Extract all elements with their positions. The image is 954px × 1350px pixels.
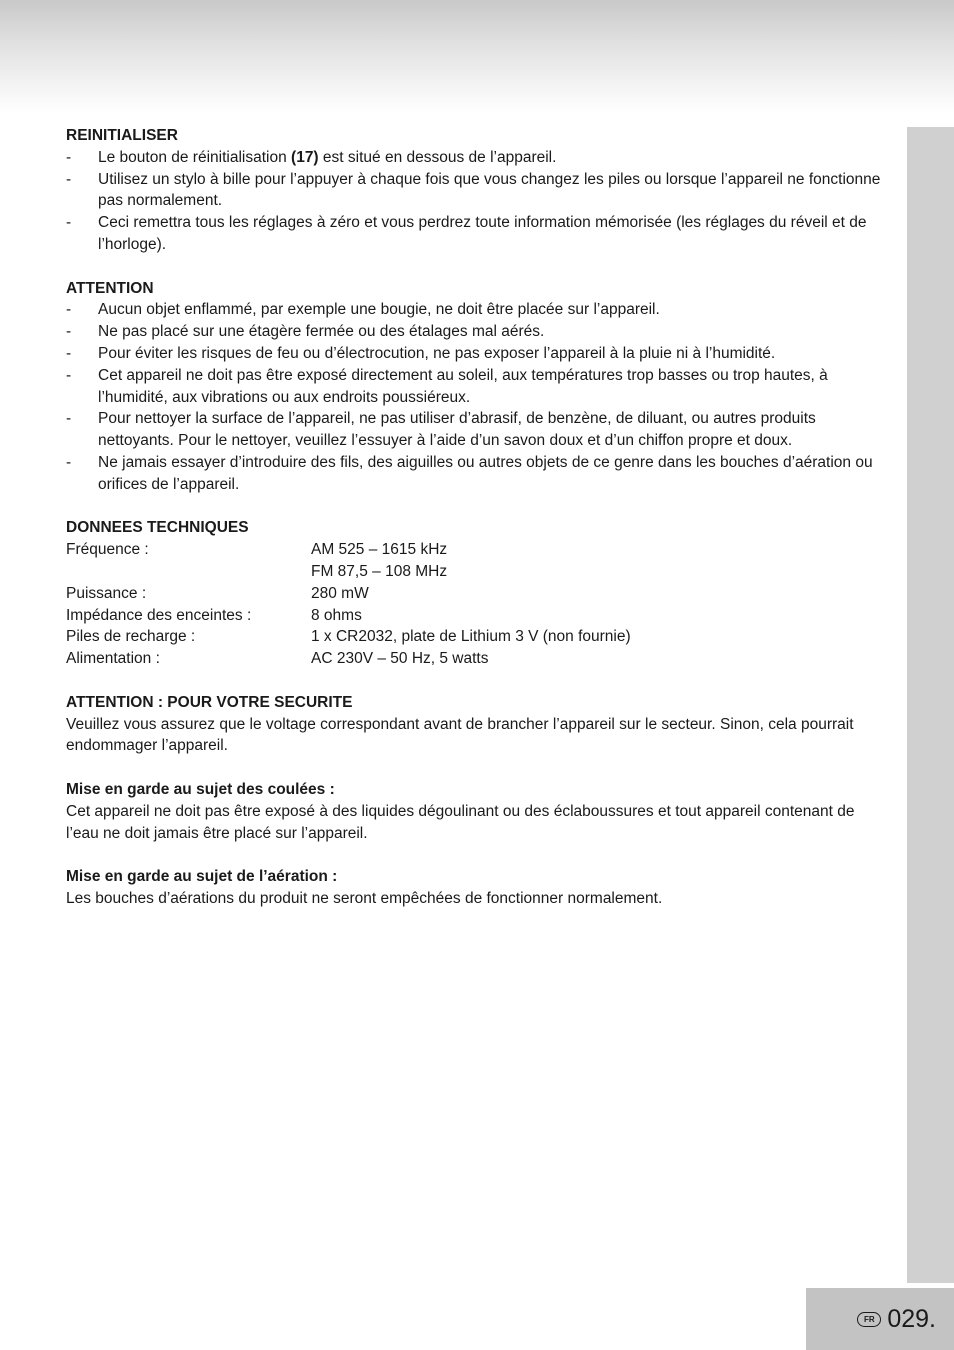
section-coulees	[66, 779, 886, 844]
section-heading: REINITIALISER	[66, 127, 178, 144]
section-heading: ATTENTION : POUR VOTRE SECURITE	[66, 693, 353, 711]
spec-label: Piles de recharge :	[66, 628, 196, 646]
section-attention	[66, 278, 886, 496]
section-heading: Mise en garde au sujet de l’aération :	[66, 868, 338, 886]
page-number-box	[806, 1288, 954, 1350]
list-item: - Cet appareil ne doit pas être exposé directement au soleil, aux températures trop basses ou trop hautes, à l’humidité, aux vibrations ou aux endroits poussiéreux.	[66, 365, 886, 409]
section-text: Veuillez vous assurez que le voltage correspondant avant de brancher l’appareil sur le secteur. Sinon, cela pourrait endommager l’appareil.	[66, 715, 854, 755]
spec-value: AC 230V – 50 Hz, 5 watts	[311, 650, 489, 668]
list-item: - Ne pas placé sur une étagère fermée ou des étalages mal aérés.	[66, 321, 886, 343]
spec-value: FM 87,5 – 108 MHz	[311, 562, 448, 580]
language-badge-icon: FR	[857, 1312, 881, 1327]
list-item: - Pour nettoyer la surface de l’appareil, ne pas utiliser d’abrasif, de benzène, de diluant, ou autres produits nettoyants. Pour le nettoyer, veuillez l’essuyer à l’aide d’un savon doux et d’un chiffon propre et doux.	[66, 408, 886, 452]
section-aeration	[66, 866, 886, 910]
list-item: - Aucun objet enflammé, par exemple une bougie, ne doit être placée sur l’appareil.	[66, 299, 886, 321]
spec-label	[66, 561, 311, 583]
list-text: est situé en dessous de l’appareil.	[318, 148, 557, 166]
spec-value: 8 ohms	[311, 606, 362, 624]
header-gradient-band	[0, 0, 954, 112]
section-heading: ATTENTION	[66, 279, 154, 297]
page-number: 029.	[887, 1304, 936, 1333]
list-item: - Pour éviter les risques de feu ou d’électrocution, ne pas exposer l’appareil à la pluie ni à l’humidité.	[66, 343, 886, 365]
spec-row	[66, 626, 886, 648]
section-securite	[66, 692, 886, 757]
section-heading: Mise en garde au sujet des coulées :	[66, 780, 335, 798]
spec-row	[66, 539, 886, 561]
spec-value: 1 x CR2032, plate de Lithium 3 V (non fournie)	[311, 628, 631, 646]
list-item: - Ceci remettra tous les réglages à zéro et vous perdrez toute information mémorisée (les réglages du réveil et de l’horloge).	[66, 212, 886, 256]
bullet-list	[66, 147, 886, 256]
page-content	[66, 125, 886, 931]
spec-label: Fréquence :	[66, 541, 149, 559]
section-heading: DONNEES TECHNIQUES	[66, 519, 249, 537]
spec-label: Impédance des enceintes :	[66, 606, 252, 624]
reference-number: (17)	[291, 148, 319, 166]
list-text: Le bouton de réinitialisation	[98, 148, 292, 166]
spec-row	[66, 583, 886, 605]
spec-label: Puissance :	[66, 584, 147, 602]
bullet-list	[66, 299, 886, 495]
spec-row	[66, 648, 886, 670]
section-donnees-techniques	[66, 517, 886, 670]
spec-value: 280 mW	[311, 584, 369, 602]
section-text: Les bouches d’aérations du produit ne seront empêchées de fonctionner normalement.	[66, 889, 663, 907]
spec-value: AM 525 – 1615 kHz	[311, 541, 448, 559]
section-reinitialiser	[66, 125, 886, 256]
spec-row	[66, 605, 886, 627]
spec-label: Alimentation :	[66, 650, 160, 668]
section-text: Cet appareil ne doit pas être exposé à des liquides dégoulinant ou des éclaboussures et tout appareil contenant de l’eau ne doit jamais être placé sur l’appareil.	[66, 802, 855, 842]
list-item: - Ne jamais essayer d’introduire des fils, des aiguilles ou autres objets de ce genre dans les bouches d’aération ou orifices de l’appareil.	[66, 452, 886, 496]
list-item: - Utilisez un stylo à bille pour l’appuyer à chaque fois que vous changez les piles ou lorsque l’appareil ne fonctionne pas normalement.	[66, 169, 886, 213]
spec-row	[66, 561, 886, 583]
list-item	[66, 147, 886, 169]
side-tab-bar	[907, 127, 954, 1283]
